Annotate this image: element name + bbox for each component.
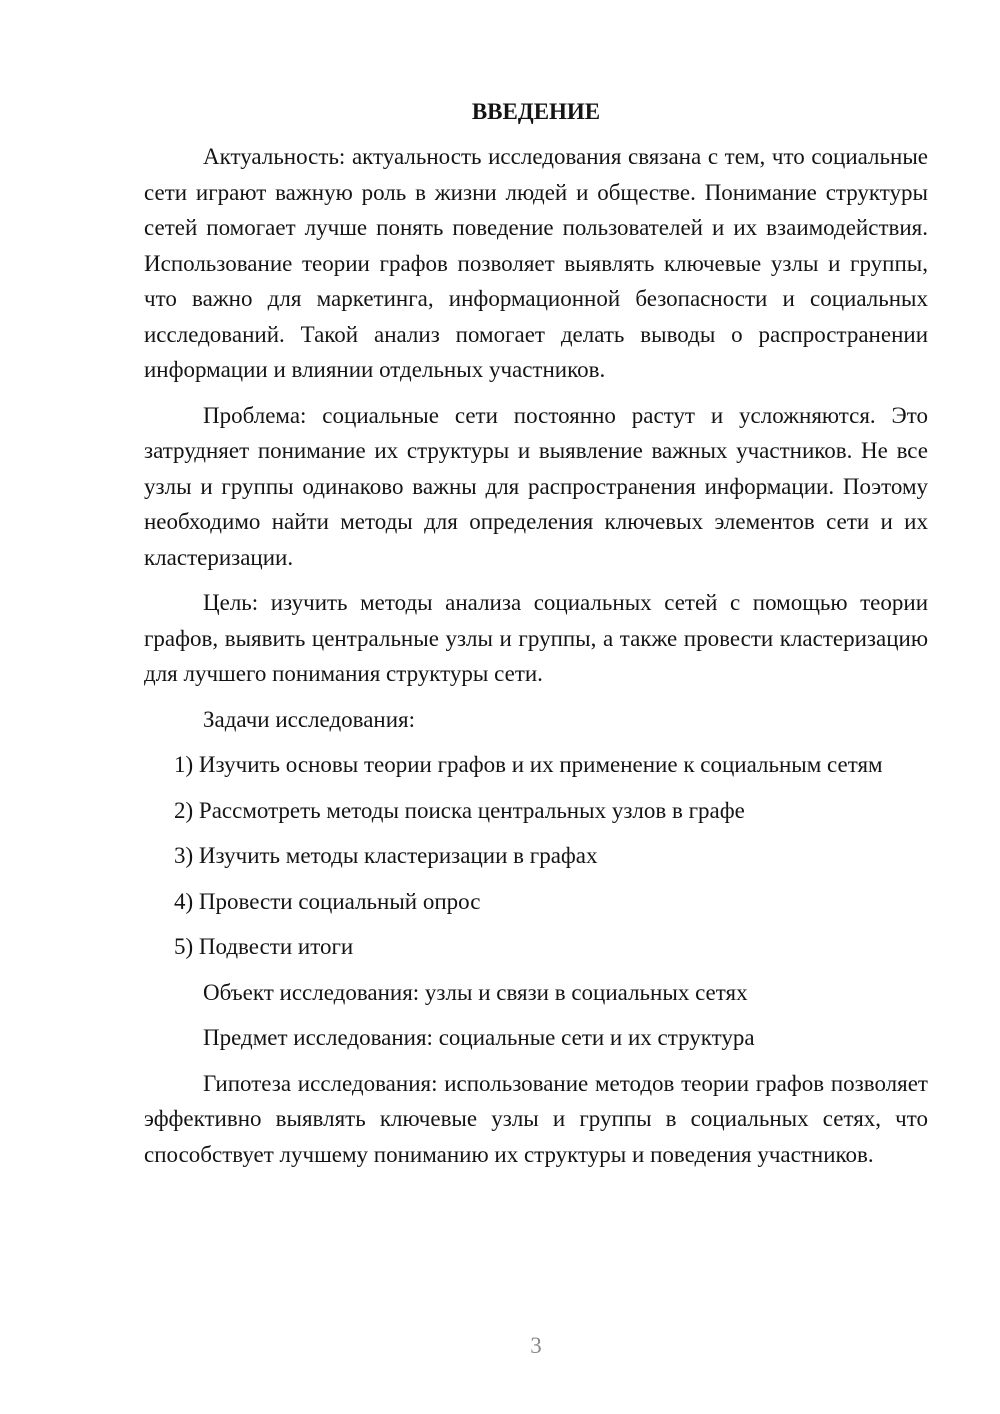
paragraph-goal: Цель: изучить методы анализа социальных сетей с помощью теории графов, выявить центральные узлы и группы, а также провести кластеризацию для лучшего понимания структуры сети. xyxy=(144,590,928,686)
task-item-4: 4) Провести социальный опрос xyxy=(174,888,481,914)
task-item-2: 2) Рассмотреть методы поиска центральных узлов в графе xyxy=(174,797,745,823)
page-number: 3 xyxy=(530,1333,542,1358)
paragraph-subject: Предмет исследования: социальные сети и их структура xyxy=(203,1025,755,1050)
task-item-1: 1) Изучить основы теории графов и их применение к социальным сетям xyxy=(174,752,883,777)
paragraph-tasks-heading: Задачи исследования: xyxy=(203,706,416,732)
paragraph-relevance: Актуальность: актуальность исследования связана с тем, что социальные сети играют важную роль в жизни людей и обществе. Понимание структуры сетей помогает лучше понять поведение пользователей и их взаимодействия. Использование теории графов позволяет выявлять ключевые узлы и группы, что важно для маркетинга, информационной безопасности и социальных исследований. Такой анализ помогает делать выводы о распространении информации и влиянии отдельных участников. xyxy=(144,144,928,382)
paragraph-hypothesis: Гипотеза исследования: использование методов теории графов позволяет эффективно выявлять ключевые узлы и группы в социальных сетях, что способствует лучшему пониманию их структуры и поведения участников. xyxy=(144,1070,928,1167)
paragraph-object: Объект исследования: узлы и связи в социальных сетях xyxy=(203,979,748,1005)
section-title: ВВЕДЕНИЕ xyxy=(471,99,601,124)
page-content xyxy=(144,94,928,1182)
task-item-3: 3) Изучить методы кластеризации в графах xyxy=(174,843,598,868)
paragraph-problem: Проблема: социальные сети постоянно растут и усложняются. Это затрудняет понимание их структуры и выявление важных участников. Не все узлы и группы одинаково важны для распространения информации. Поэтому необходимо найти методы для определения ключевых элементов сети и их кластеризации. xyxy=(144,402,928,570)
task-item-5: 5) Подвести итоги xyxy=(174,934,354,959)
